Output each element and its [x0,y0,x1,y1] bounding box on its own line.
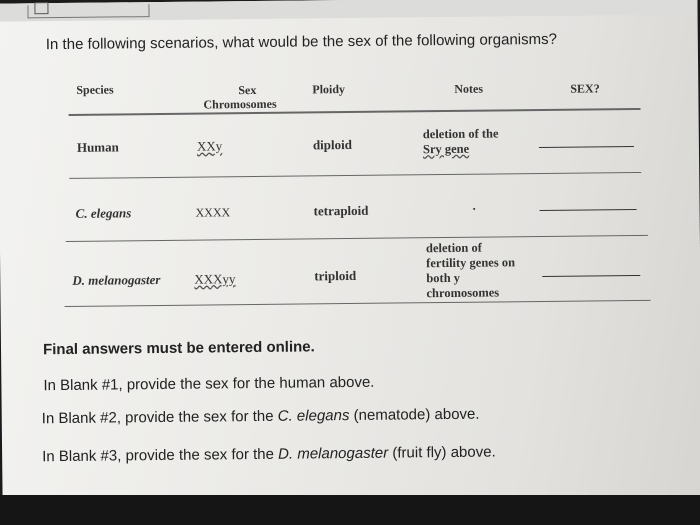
row-chromosomes-human: XXy [196,138,223,154]
instruction-text: In Blank #2, provide the sex for the [41,407,278,428]
note-line: Sry gene [422,141,470,157]
row-species-human: Human [76,139,119,155]
row-rule [65,300,651,307]
header-box-icon [34,2,48,14]
answer-blank-1[interactable] [539,146,634,148]
row-chromosomes-dmelanogaster: XXXyy [194,271,236,287]
question-text: In the following scenarios, what would be the sex of the following organisms? [45,30,558,54]
blank2-instruction [42,406,480,428]
row-rule [69,172,641,179]
instruction-text: (nematode) above. [349,405,480,425]
row-ploidy-dmelanogaster: triploid [314,267,357,284]
row-rule [66,235,648,242]
answer-blank-3[interactable] [542,275,640,277]
header-sex-line2: Chromosomes [203,96,277,112]
header-rule [69,108,641,116]
instruction-species: D. melanogaster [278,444,389,463]
bottom-edge [0,495,700,525]
note-line: deletion of [425,240,482,256]
instruction-species: C. elegans [277,407,350,425]
blank3-instruction [42,443,496,465]
answer-blank-2[interactable] [540,209,637,211]
blank1-instruction: In Blank #1, provide the sex for the human above. [43,373,375,395]
instruction-text: In Blank #3, provide the sex for the [42,445,279,466]
row-ploidy-human: diploid [312,136,353,153]
row-notes-human [423,126,499,157]
note-line: both y [426,270,461,286]
header-sex-line1: Sex [238,82,257,98]
note-line: chromosomes [426,285,500,301]
row-notes-celegans: . [472,198,476,213]
instruction-text: (fruit fly) above. [388,443,496,462]
header-ploidy: Ploidy [312,82,346,97]
header-species: Species [76,82,114,97]
note-line: fertility genes on [426,255,516,271]
top-strip [0,0,698,22]
header-notes: Notes [454,81,484,96]
row-notes-dmelanogaster [426,240,515,301]
row-species-celegans: C. elegans [75,205,132,221]
row-ploidy-celegans: tetraploid [313,202,369,219]
row-chromosomes-celegans: XXXX [195,205,231,220]
row-species-dmelanogaster: D. melanogaster [72,271,161,288]
note-line: deletion of the [422,126,499,142]
header-sex: SEX? [570,81,600,96]
final-answers-note: Final answers must be entered online. [42,338,315,359]
